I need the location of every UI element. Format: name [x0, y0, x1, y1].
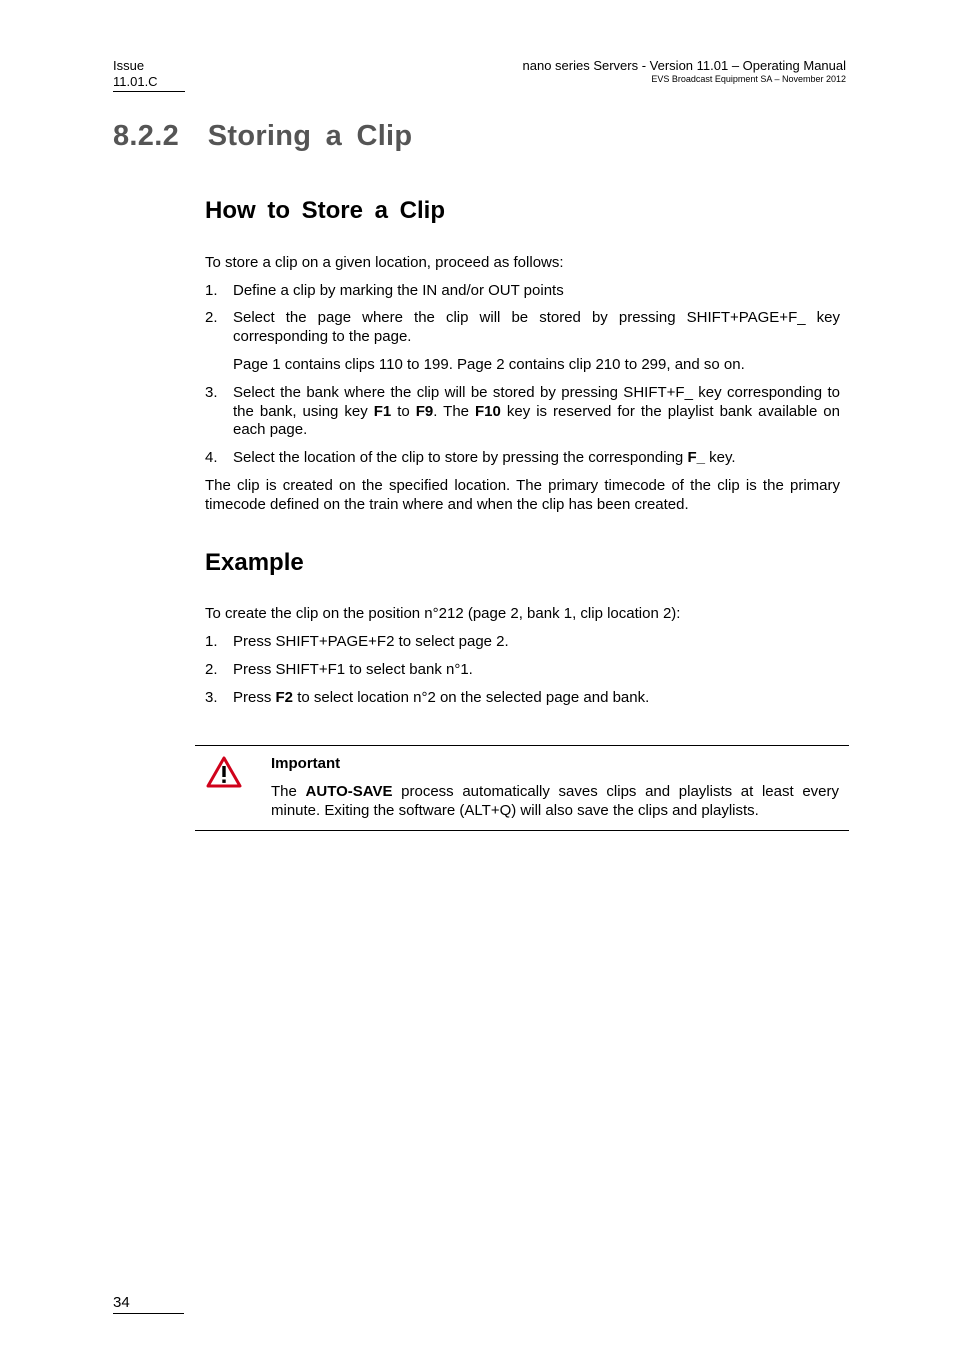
auto-save-label: AUTO-SAVE	[305, 783, 393, 800]
how-to-intro: To store a clip on a given location, proceed as follows:	[205, 254, 564, 271]
page-number: 34	[113, 1294, 184, 1314]
key-f10: F10	[475, 402, 501, 420]
section-title: Storing a Clip	[207, 120, 413, 152]
publisher-line: EVS Broadcast Equipment SA – November 2012	[651, 74, 846, 84]
manual-header	[523, 58, 847, 85]
issue-number: 11.01.C	[113, 74, 158, 89]
warning-triangle-icon	[206, 756, 242, 788]
list-item	[205, 309, 840, 346]
list-item	[205, 384, 840, 440]
list-item	[205, 449, 840, 468]
key-f: F_	[687, 449, 705, 466]
list-item	[205, 282, 840, 301]
example-heading: Example	[205, 549, 304, 576]
how-to-heading: How to Store a Clip	[205, 197, 446, 224]
key-f9: F9	[415, 402, 434, 420]
list-text: Press SHIFT+F1 to select bank n°1.	[233, 661, 473, 678]
list-number: 2.	[205, 309, 218, 326]
list-item	[205, 633, 840, 652]
list-number: 2.	[205, 661, 218, 678]
list-text: Press F2 to select location n°2 on the selected page and bank.	[233, 689, 650, 706]
how-to-outro: The clip is created on the specified location. The primary timecode of the clip is the primary timecode defined on the train where and when the clip has been created.	[205, 477, 840, 513]
list-number: 3.	[205, 384, 218, 401]
list-item	[205, 661, 840, 680]
list-item	[205, 689, 840, 708]
important-text: The AUTO-SAVE process automatically saves clips and playlists at least every minute. Exiting the software (ALT+Q) will also save the clips and playlists.	[271, 783, 840, 819]
section-number: 8.2.2	[113, 120, 179, 152]
section-heading	[113, 120, 412, 153]
issue-block	[113, 58, 185, 92]
list-text: Select the page where the clip will be stored by pressing SHIFT+PAGE+F_ key corresponding to the page.	[233, 309, 840, 345]
key-f2: F2	[275, 689, 294, 706]
example-intro: To create the clip on the position n°212 (page 2, bank 1, clip location 2):	[205, 605, 681, 622]
important-note	[195, 745, 849, 831]
issue-label: Issue	[113, 58, 145, 73]
manual-title: nano series Servers - Version 11.01 – Operating Manual	[522, 58, 846, 73]
step-note: Page 1 contains clips 110 to 199. Page 2 contains clip 210 to 299, and so on.	[233, 356, 745, 373]
list-number: 1.	[205, 633, 218, 650]
list-number: 1.	[205, 282, 218, 299]
list-number: 4.	[205, 449, 218, 466]
list-text: Press SHIFT+PAGE+F2 to select page 2.	[233, 633, 509, 650]
list-text: Select the bank where the clip will be stored by pressing SHIFT+F_ key corresponding to the bank, using key F1 to F9. The F10 key is reserved for the playlist bank available on each page.	[233, 384, 840, 438]
important-title: Important	[271, 755, 341, 772]
list-text: Define a clip by marking the IN and/or OUT points	[233, 282, 564, 299]
list-text: Select the location of the clip to store by pressing the corresponding F_ key.	[233, 449, 736, 466]
key-f1: F1	[373, 402, 392, 420]
list-number: 3.	[205, 689, 218, 706]
